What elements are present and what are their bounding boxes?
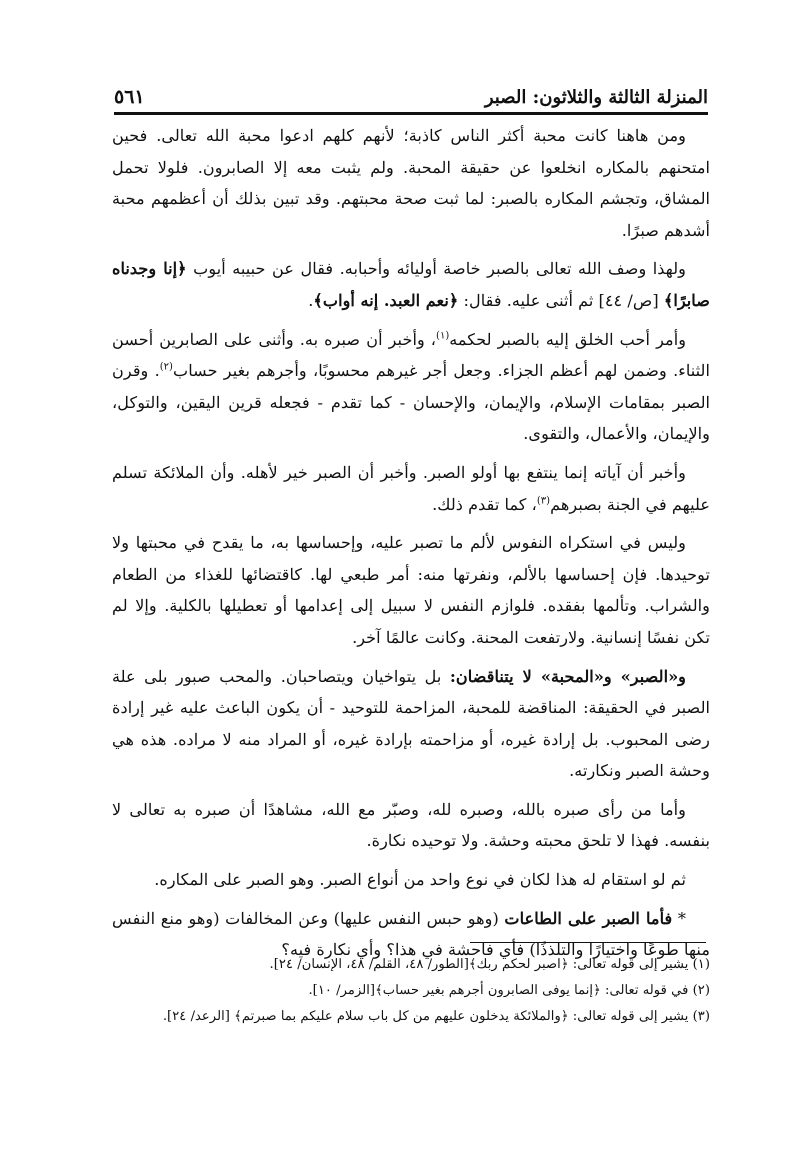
quran-quote: ﴿إنا وجدناه صابرًا﴾: [112, 259, 710, 310]
footnote-ref-1: (١): [436, 330, 450, 342]
page-number: ٥٦١: [114, 86, 145, 108]
running-title: المنزلة الثالثة والثلاثون: الصبر: [484, 87, 708, 108]
paragraph-7: وأما من رأى صبره بالله، وصبره لله، وصبّر مع الله، مشاهدًا أن صبره به تعالى لا بنفسه. فهذا لا تلحق محبته وحشة. ولا توحيده نكارة.: [112, 799, 710, 851]
paragraph-9-text: (وهو حبس النفس عليها) وعن المخالفات (وهو منع النفس منها طوعًا واختيارًا والتلذذًا) فأي فاحشة في هذا؟ وأي نكارة فيه؟: [112, 908, 710, 960]
paragraph-5: وليس في استكراه النفوس لألم ما تصبر عليه، وإحساسها به، ما يقدح في محبتها ولا توحيدها. فإن إحساسها بالألم، ونفرتها منه: أمر طبعي لها. كاقتضائها للغذاء من الطعام والشراب. وتألمها بفقده. فلوازم النفس لا سبيل إلى إعدامها أو تعطيلها بالكلية. وإلا لم تكن نفسًا إنسانية. ولارتفعت المحنة. وكانت عالمًا آخر.: [112, 533, 710, 647]
footnote-2: (٢) في قوله تعالى: ﴿إنما يوفى الصابرون أجرهم بغير حساب﴾[الزمر/ ١٠].: [308, 983, 710, 998]
footnote-ref-2: (٢): [159, 361, 173, 373]
footnote-3: (٣) يشير إلى قوله تعالى: ﴿والملائكة يدخلون عليهم من كل باب سلام عليكم بما صبرتم﴾ [الرعد/ ٢٤].: [162, 1009, 710, 1024]
paragraph-3: [112, 324, 710, 450]
paragraph-4: [112, 457, 710, 520]
paragraph-9-heading: فأما الصبر على الطاعات: [504, 908, 673, 928]
paragraph-6-text: بل يتواخيان ويتصاحبان. والمحب صبور بلى علة الصبر في الحقيقة: المناقضة للمحبة، المزاحمة للتوحيد - أن يكون الباعث عليه غير إرادة رضى المحبوب. بل إرادة غيره، أو مزاحمته بإرادة غيره، أو المراد منه لا مراده. هذه هي وحشة الصبر ونكارته.: [112, 666, 710, 781]
paragraph-3-text-b: ، وأخبر أن صبره به. وأثنى على الصابرين أحسن الثناء. وضمن لهم أعظم الجزاء. وجعل أجر غيرهم محسوبًا، وأجرهم بغير حساب: [112, 329, 710, 381]
paragraph-3-text-a: وأمر أحب الخلق إليه بالصبر لحكمه: [449, 329, 687, 349]
paragraph-6: [112, 661, 710, 787]
paragraph-8: ثم لو استقام له هذا لكان في نوع واحد من أنواع الصبر. وهو الصبر على المكاره.: [154, 870, 686, 890]
body-text: [112, 120, 710, 973]
page-header: [114, 82, 708, 108]
footnote-1: (١) يشير إلى قوله تعالى: ﴿اصبر لحكم ربك﴾[الطور/ ٤٨، القلم/ ٤٨، الإنسان/ ٢٤].: [269, 957, 710, 972]
paragraph-3-text-c: . وقرن الصبر بمقامات الإسلام، والإيمان، والإحسان - كما تقدم - فجعله قرين اليقين، والتوكل، والإيمان، والأعمال، والتقوى.: [112, 361, 710, 444]
paragraph-6-heading: و«الصبر» و«المحبة» لا يتناقضان:: [449, 666, 686, 686]
star-marker: *: [672, 908, 686, 928]
paragraph-2-text-a: ولهذا وصف الله تعالى بالصبر خاصة أوليائه وأحبابه. فقال عن حبيبه أيوب: [186, 259, 686, 279]
footnote-ref-3: (٣): [536, 495, 551, 507]
paragraph-2-text-e: .: [308, 290, 314, 310]
header-rule: [114, 112, 708, 115]
footnotes: [112, 952, 710, 1030]
paragraph-4-text-b: ، كما تقدم ذلك.: [432, 494, 537, 514]
paragraph-2: [112, 253, 710, 316]
quran-quote: ﴿نعم العبد. إنه أواب﴾: [313, 290, 459, 310]
paragraph-2-text-c: [ص/ ٤٤] ثم أثنى عليه. فقال:: [458, 290, 664, 310]
paragraph-4-text-a: وأخبر أن آياته إنما ينتفع بها أولو الصبر. وأخبر أن الصبر خير لأهله. وأن الملائكة تسلم عليهم في الجنة بصبرهم: [112, 462, 710, 514]
footnote-rule: [470, 942, 706, 943]
paragraph-1: ومن هاهنا كانت محبة أكثر الناس كاذبة؛ لأنهم كلهم ادعوا محبة الله تعالى. فحين امتحنهم بالمكاره انخلعوا عن حقيقة المحبة. ولم يثبت معه إلا الصابرون. فلولا تحمل المشاق، وتجشم المكاره بالصبر: لما ثبت صحة محبتهم. وقد تبين بذلك أن أعظمهم محبة أشدهم صبرًا.: [112, 126, 710, 240]
